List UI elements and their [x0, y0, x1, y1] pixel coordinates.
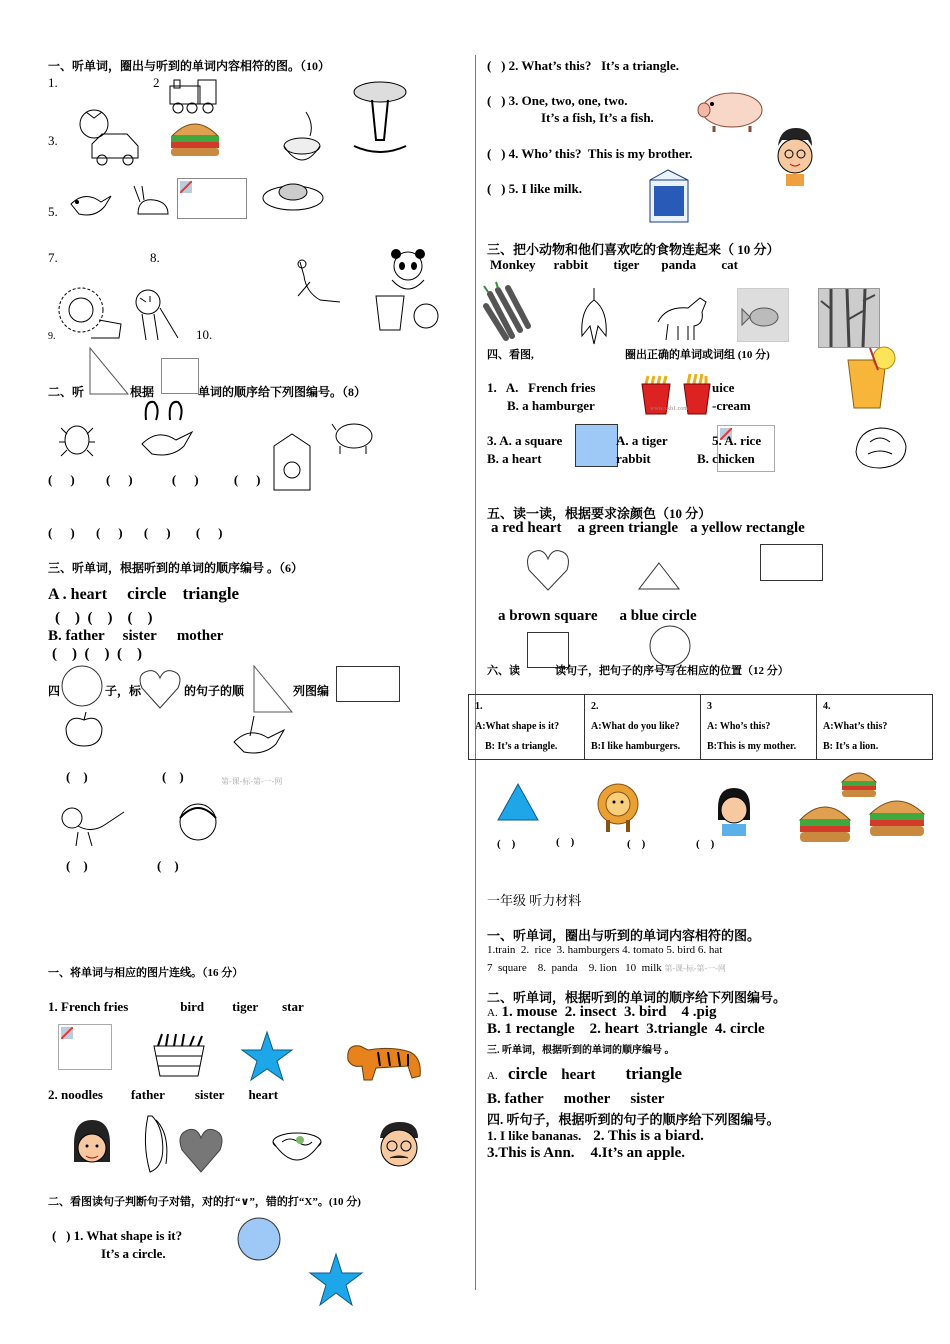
triangle-shape	[637, 561, 681, 591]
answer-brackets: ( ) ( ) ( )	[55, 610, 153, 626]
father-face-icon	[374, 1120, 424, 1176]
section-heading: 二、听单词，根据听到的单词的顺序给下列图编号。	[487, 990, 787, 1005]
chicken-plate-icon	[262, 178, 324, 212]
answer-bracket: ( )	[497, 838, 516, 850]
section-heading: 四	[48, 684, 61, 698]
carrots-icon	[482, 286, 538, 340]
word-row: 2. noodles father sister heart	[48, 1087, 279, 1102]
rabbit-icon	[128, 184, 178, 224]
heart-icon	[178, 1126, 224, 1174]
word-line: A . heart circle triangle	[48, 584, 240, 603]
answer-brackets: ( ) ( ) ( ) ( )	[48, 525, 223, 540]
rectangle-shape	[336, 666, 400, 702]
pig-icon	[330, 416, 378, 456]
banana-icon	[140, 1114, 174, 1176]
circle-shape	[60, 664, 104, 708]
section-heading: 列图编	[293, 684, 330, 698]
question-text: It’s a fish, It’s a fish.	[541, 110, 654, 125]
juice-glass-icon	[840, 346, 898, 412]
section-heading: 一、听单词，圈出与听到的单词内容相符的图。	[487, 928, 761, 943]
material-line: 3.This is Ann. 4.It’s an apple.	[487, 1145, 686, 1161]
mouse-bird-icon	[138, 398, 198, 462]
star-icon	[308, 1252, 364, 1308]
heart-shape	[138, 668, 182, 710]
section-heading: 三. 听单词，根据听到的单词的顺序编号 。	[487, 1045, 675, 1056]
answer-bracket: ( )	[66, 769, 88, 784]
panda-icon	[382, 248, 432, 296]
hamburger-icon	[868, 794, 926, 842]
option-text: uice	[712, 380, 735, 395]
section-heading: 四、看图,	[487, 349, 534, 361]
milk-glass-icon	[370, 290, 446, 334]
question-text: ( ) 2. What’s this? It’s a triangle.	[487, 58, 679, 73]
word-line: B. father sister mother	[48, 628, 224, 644]
question-text: ( ) 5. I like milk.	[487, 181, 582, 196]
column-divider	[475, 55, 476, 1290]
girl-face-icon	[172, 800, 226, 846]
answer-brackets: ( ) ( ) ( ) ( )	[48, 472, 261, 487]
watermark: www.xkb1.com	[650, 406, 688, 412]
word-row: 1. French fries bird tiger star	[48, 999, 304, 1014]
item-number: 10.	[196, 327, 213, 342]
broken-image-icon	[180, 181, 192, 193]
answer-bracket: ( )	[696, 838, 715, 850]
rice-bowl-icon	[280, 110, 324, 170]
section-heading: 的句子的顺	[184, 684, 245, 698]
item-number: 2	[153, 75, 160, 90]
triangle-shape	[252, 664, 294, 714]
option-text: 1. A. French fries	[487, 380, 596, 395]
material-line: B. 1 rectangle 2. heart 3.triangle 4. circle	[487, 1021, 765, 1037]
section-heading: 单词的顺序给下列图编号。（8）	[198, 385, 367, 399]
monkey-icon	[58, 804, 128, 848]
option-text: B. chicken	[697, 451, 755, 466]
item-number: 1.	[48, 75, 58, 90]
question-text: ( ) 1. What shape is it?	[52, 1228, 183, 1243]
item-number: 7.	[48, 250, 58, 265]
answer-bracket: ( )	[157, 858, 179, 873]
answer-bracket: ( )	[627, 838, 646, 850]
table-cell: 4. A:What’s this? B: It’s a lion.	[817, 695, 933, 760]
fish-icon	[738, 289, 788, 341]
animal-words: Monkey rabbit tiger panda cat	[490, 257, 738, 272]
material-title: 一年级 听力材料	[487, 893, 582, 908]
section-heading: 读句子，把句子的序号写在相应的位置（12 分）	[555, 665, 789, 677]
bird-icon	[65, 184, 115, 224]
option-text: rabbit	[616, 451, 651, 466]
rectangle-shape	[760, 544, 823, 581]
question-text: It’s a circle.	[101, 1246, 166, 1261]
broken-image-icon	[61, 1027, 73, 1039]
lion-icon	[55, 284, 125, 342]
color-words: a brown square a blue circle	[498, 608, 697, 624]
milk-carton-icon	[644, 168, 694, 224]
milk-carton-icon	[270, 432, 314, 492]
item-number: 8.	[150, 250, 160, 265]
item-number: 3.	[48, 133, 58, 148]
section-heading: 子，标	[105, 684, 142, 698]
hat-icon	[350, 80, 410, 156]
material-line: A. 1. mouse 2. insect 3. bird 4 .pig	[487, 1004, 717, 1020]
color-words: a red heart a green triangle a yellow rectangle	[491, 520, 805, 536]
sentence-table	[468, 694, 933, 760]
train-icon	[160, 78, 220, 114]
bamboo-image	[818, 288, 880, 348]
missing-image-placeholder	[58, 1024, 112, 1070]
option-text: B. a hamburger	[507, 398, 595, 413]
material-line: 1. I like bananas. 2. This is a biard.	[487, 1128, 704, 1144]
blue-square-shape	[575, 424, 618, 467]
watermark: 第-课-标-第-一-网	[664, 964, 726, 973]
section-heading: 圈出正确的单词或词组 (10 分)	[625, 349, 770, 361]
lion-icon	[594, 782, 644, 834]
question-text: ( ) 3. One, two, one, two.	[487, 93, 628, 108]
triangle-shape	[88, 346, 130, 396]
watermark: 第-课-标-第-一-网	[221, 777, 283, 786]
section-heading: 根据	[130, 385, 155, 399]
section-heading: 二、听	[48, 385, 85, 399]
tiger-icon	[132, 288, 182, 344]
hamburger-icon	[798, 800, 852, 846]
girl-face-icon	[714, 786, 754, 838]
material-line: A. circle heart triangle	[487, 1064, 683, 1083]
option-text: A. a tiger	[616, 433, 668, 448]
section-heading: 五、读一读，根据要求涂颜色（10 分）	[487, 506, 712, 521]
blue-triangle-shape	[496, 782, 540, 822]
girl-face-icon	[70, 1118, 114, 1174]
tomato-car-icon	[72, 106, 142, 166]
table-cell: 3 A: Who’s this? B:This is my mother.	[701, 695, 817, 760]
table-cell: 2. A:What do you like? B:I like hamburgers.	[585, 695, 701, 760]
answer-bracket: ( )	[556, 836, 575, 848]
bamboo-icon	[819, 289, 879, 347]
noodles-bowl-icon	[270, 1130, 324, 1168]
section-heading: 六、读	[487, 665, 520, 677]
section-heading: 三、把小动物和他们喜欢吃的食物连起来（ 10 分）	[487, 242, 780, 257]
star-icon	[240, 1030, 294, 1082]
insect-icon	[55, 414, 99, 462]
option-text: B. a heart	[487, 451, 542, 466]
answer-bracket: ( )	[66, 858, 88, 873]
tiger-icon	[342, 1036, 424, 1082]
option-text: 3. A. a square	[487, 433, 563, 448]
option-text: -cream	[712, 398, 751, 413]
section-heading: 二、看图读句子判断句子对错，对的打“∨”，错的打“X”。(10 分)	[48, 1196, 361, 1208]
heart-shape	[526, 548, 570, 592]
french-fries-icon	[150, 1032, 208, 1078]
answer-bracket: ( )	[162, 769, 184, 784]
square-shape	[161, 358, 199, 394]
section-heading: 一、听单词，圈出与听到的单词内容相符的图。（10）	[48, 59, 331, 73]
item-number: 9.	[48, 331, 56, 342]
material-line: B. father mother sister	[487, 1091, 665, 1107]
banana-icon	[574, 286, 614, 348]
pig-icon	[696, 88, 768, 132]
answer-brackets: ( ) ( ) ( )	[52, 646, 142, 662]
material-line: 7 square 8. panda 9. lion 10 milk 第-课-标-第-一-网	[487, 962, 726, 974]
item-number: 5.	[48, 204, 58, 219]
hamburger-icon	[168, 116, 222, 160]
kangaroo-icon	[290, 256, 346, 306]
missing-image-placeholder	[177, 178, 247, 219]
boy-face-icon	[774, 126, 816, 188]
apple-icon	[62, 712, 106, 748]
section-heading: 三、听单词，根据听到的单词的顺序编号 。（6）	[48, 561, 304, 575]
option-text: 5. A. rice	[712, 433, 762, 448]
table-cell: 1. A:What shape is it? B: It’s a triangle.	[469, 695, 585, 760]
chicken-icon	[850, 422, 912, 472]
goat-icon	[654, 292, 712, 342]
fish-image	[737, 288, 789, 342]
blue-circle-shape	[236, 1216, 282, 1262]
section-heading: 一、将单词与相应的图片连线。（16 分）	[48, 967, 244, 979]
question-text: ( ) 4. Who’ this? This is my brother.	[487, 146, 693, 161]
section-heading: 四. 听句子，根据听到的句子的顺序给下列图编号。	[487, 1112, 780, 1127]
material-line: 1.train 2. rice 3. hamburgers 4. tomato 5. bird 6. hat	[487, 944, 723, 956]
bird-icon	[230, 712, 288, 760]
